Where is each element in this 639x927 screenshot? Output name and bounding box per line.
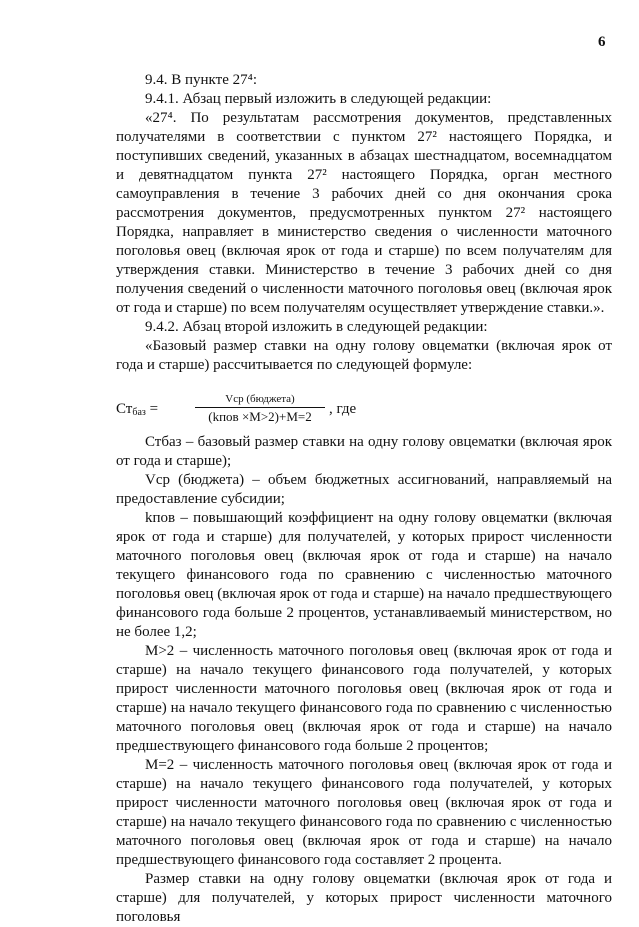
paragraph-amendment-1: 9.4.1. Абзац первый изложить в следующей редакции: [145, 91, 492, 107]
definition-st-baz: Стбаз – базовый размер ставки на одну голову овцематки (включая ярок от года и старше); [116, 434, 612, 469]
formula-lhs-main: Ст [116, 401, 133, 417]
definition-v-budget: Vср (бюджета) – объем бюджетных ассигнований, направляемый на предоставление субсидии; [116, 472, 612, 507]
page-number: 6 [598, 34, 606, 50]
formula-fraction [195, 392, 325, 426]
definition-k-pov: kпов – повышающий коэффициент на одну голову овцематки (включая ярок от года и старше) для получателей, у которых прирост численности маточного поголовья овец (включая ярок от года и старше) на начало текущего финансового года по сравнению с численностью маточного поголовья овец (включая ярок от года и старше) на начало предшествующего финансового года больше 2 процентов, устанавливаемый министерством, но не более 1,2; [116, 510, 612, 640]
paragraph-new-text-2: «Базовый размер ставки на одну голову овцематки (включая ярок от года и старше) рассчитывается по следующей формуле: [116, 338, 612, 373]
definition-m-equal-2: M=2 – численность маточного поголовья овец (включая ярок от года и старше) на начало текущего финансового года получателей, у которых прирост численности маточного поголовья овец (включая ярок от года и старше) на начало текущего финансового года по сравнению с численностью маточного поголовья овец (включая ярок от года и старше) на начало предшествующего финансового года составляет 2 процента. [116, 757, 612, 868]
document-body [116, 71, 612, 927]
formula-suffix: , где [329, 401, 357, 417]
definition-m-over-2: M>2 – численность маточного поголовья овец (включая ярок от года и старше) на начало текущего финансового года получателей, у которых прирост численности маточного поголовья овец (включая ярок от года и старше) на начало текущего финансового года по сравнению с численностью маточного поголовья овец (включая ярок от года и старше) на начало предшествующего финансового года больше 2 процентов; [116, 643, 612, 754]
formula-equals: = [149, 401, 159, 417]
formula-denominator: (kпов ×M>2)+M=2 [208, 409, 312, 424]
formula [116, 379, 612, 427]
paragraph-new-text-1: «27⁴. По результатам рассмотрения документов, представленных получателями в соответствии с пунктом 27² настоящего Порядка, и поступивших сведений, указанных в абзацах шестнадцатом, восемнадцатом и девятнадцатом пункта 27² настоящего Порядка, орган местного самоуправления в течение 3 рабочих дней со дня окончания срока рассмотрения документов, предусмотренных пунктом 27² настоящего Порядка, направляет в министерство сведения о численности маточного поголовья овец (включая ярок от года и старше) по всем получателям для утверждения ставки. Министерство в течение 3 рабочих дней со дня получения сведений о численности маточного поголовья овец (включая ярок от года и старше) по всем получателям осуществляет утверждение ставки.». [116, 110, 612, 316]
paragraph-item-heading: 9.4. В пункте 27⁴: [145, 72, 258, 88]
paragraph-rate-size: Размер ставки на одну голову овцематки (включая ярок от года и старше) для получателей, у которых прирост численности маточного поголовья [116, 871, 612, 925]
formula-numerator: Vср (бюджета) [195, 392, 325, 408]
paragraph-amendment-2: 9.4.2. Абзац второй изложить в следующей редакции: [145, 319, 488, 335]
formula-lhs [116, 400, 158, 422]
formula-lhs-subscript: баз [132, 407, 146, 418]
